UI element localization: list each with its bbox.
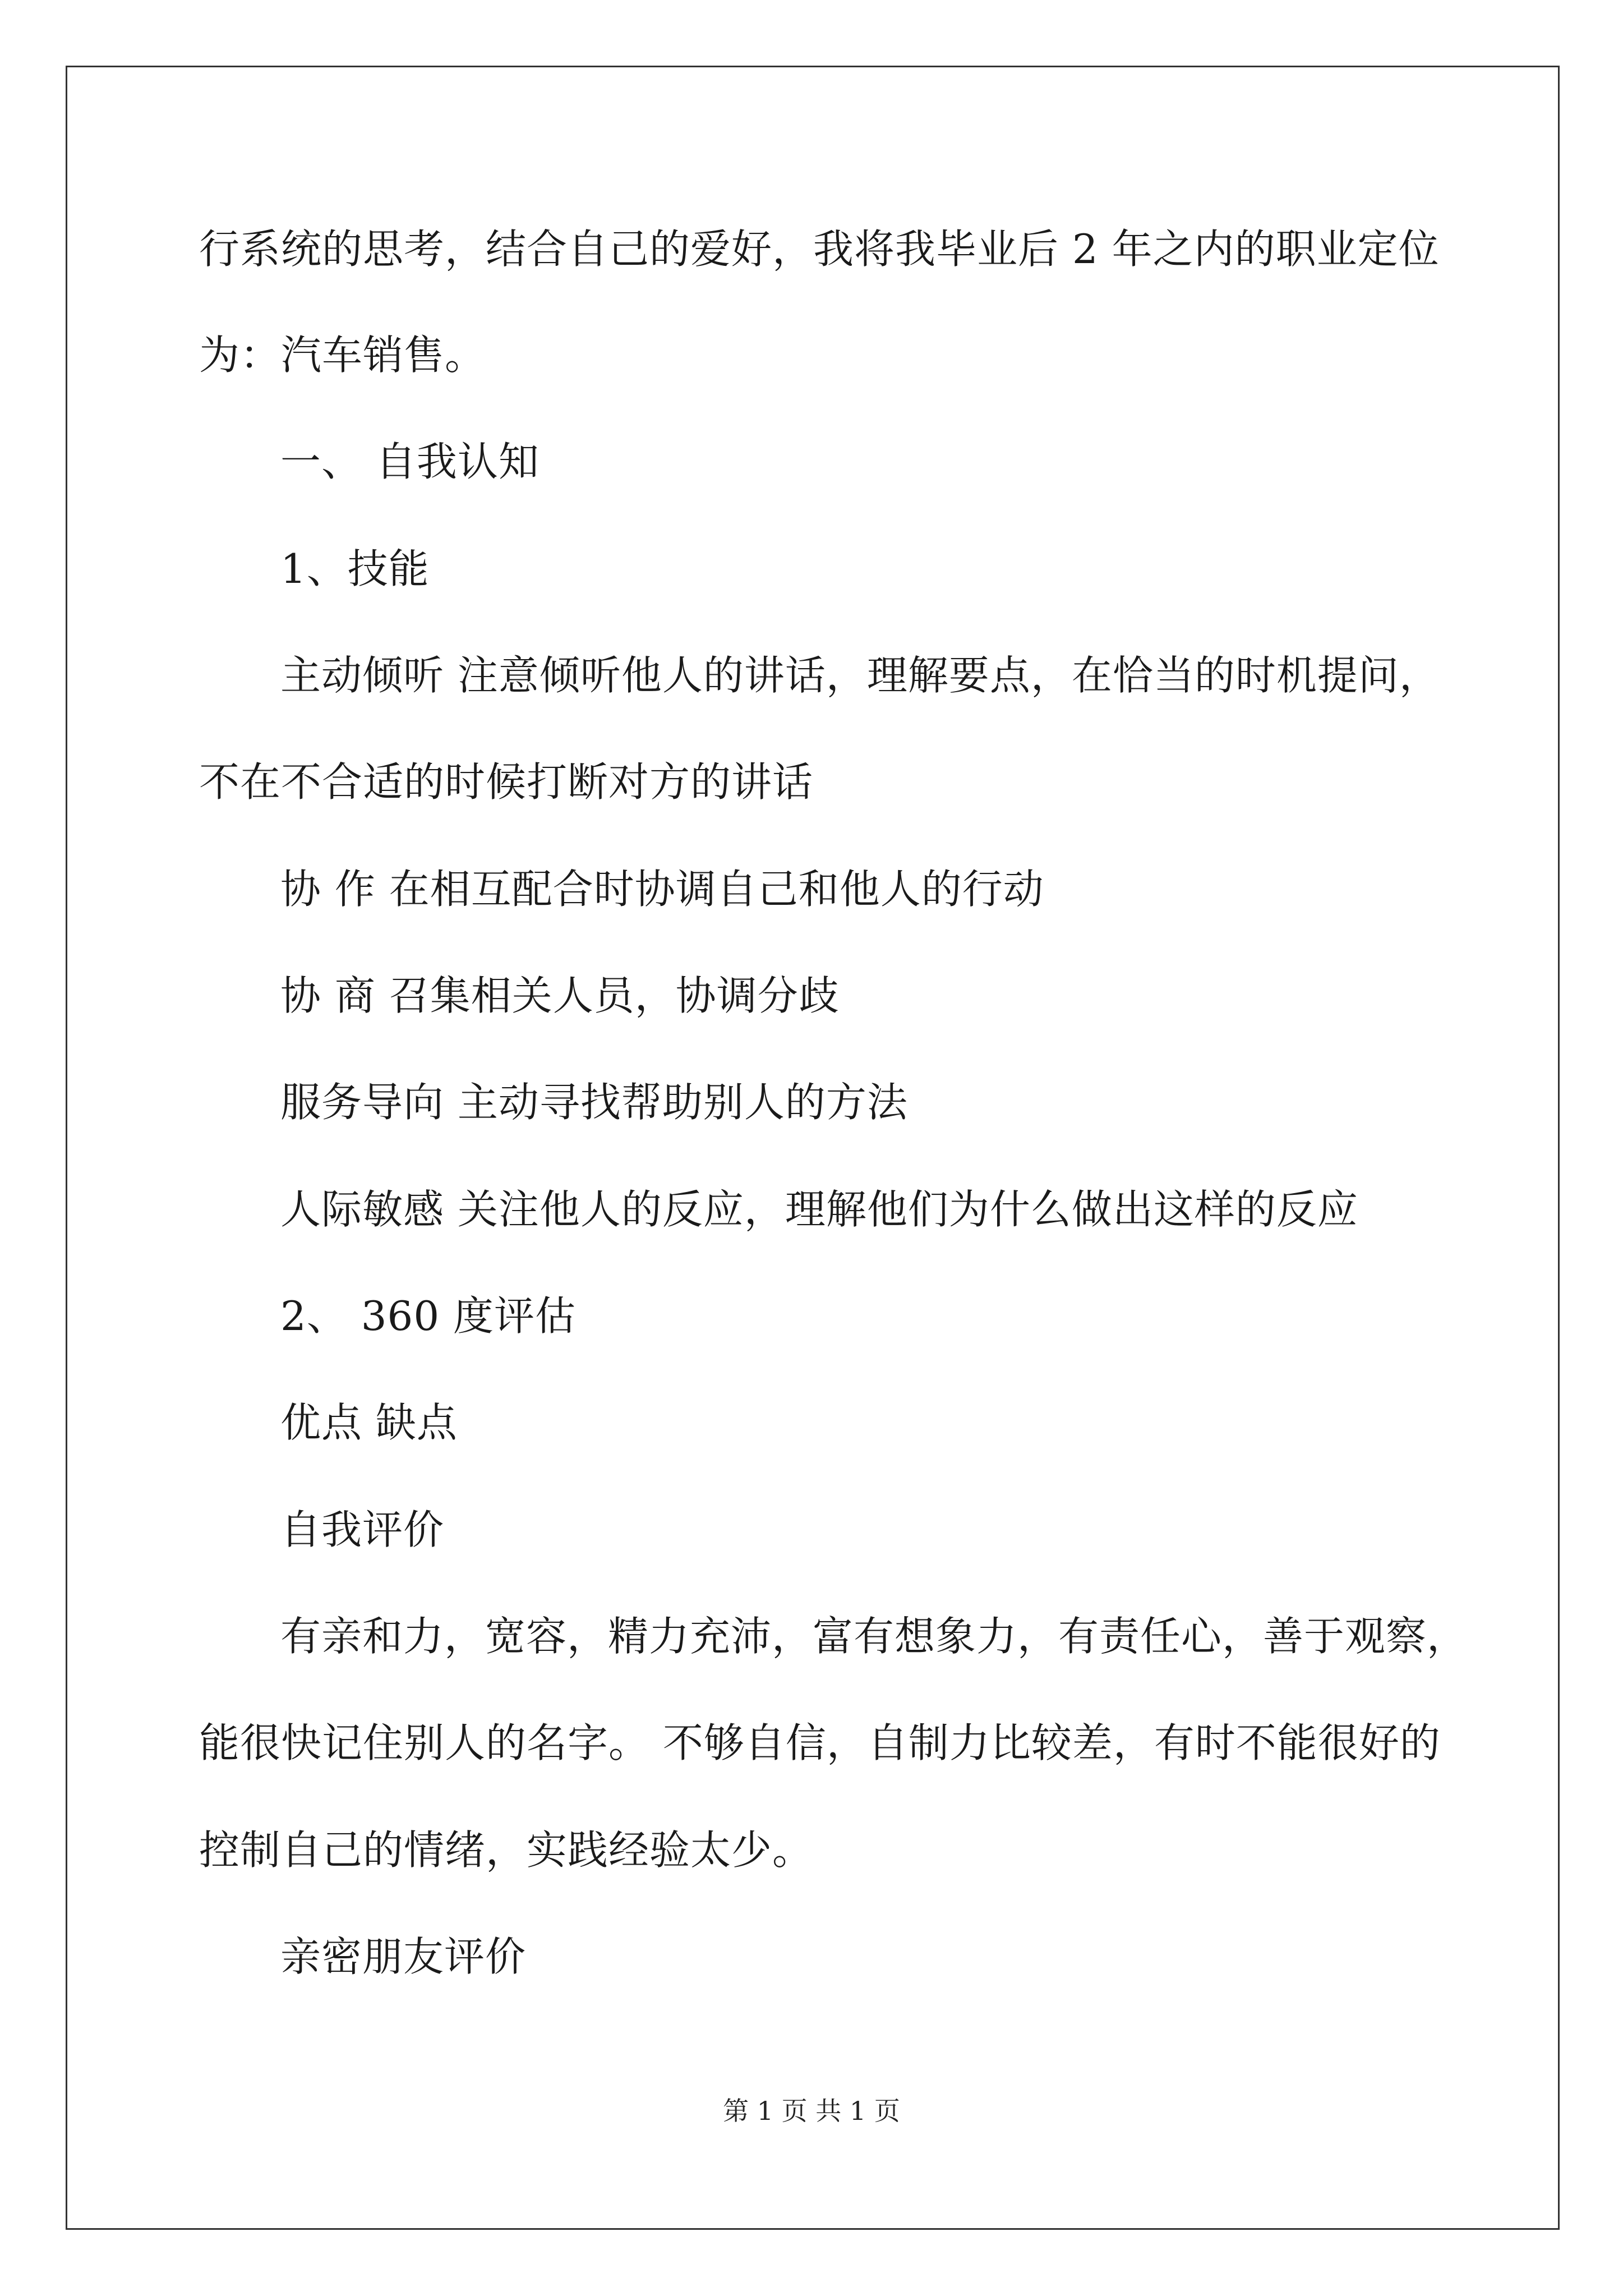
paragraph-line: 自我评价	[280, 1506, 445, 1553]
page-frame	[66, 66, 1560, 2230]
paragraph-line: 协 作 在相互配合时协调自己和他人的行动	[280, 866, 1044, 913]
paragraph-line: 人际敏感 关注他人的反应，理解他们为什么做出这样的反应	[280, 1186, 1358, 1233]
subsection-heading: 1、技能	[280, 545, 430, 592]
paragraph-line: 行系统的思考，结合自己的爱好，我将我毕业后 2 年之内的职业定位	[199, 226, 1440, 273]
paragraph-line: 有亲和力，宽容，精力充沛，富有想象力，有责任心，善于观察，	[280, 1613, 1468, 1660]
paragraph-line: 控制自己的情绪，实践经验太少。	[199, 1826, 814, 1874]
paragraph-line: 不在不合适的时候打断对方的讲话	[199, 758, 814, 806]
page-footer: 第 1 页 共 1 页	[723, 2096, 900, 2126]
paragraph-line: 优点 缺点	[280, 1399, 458, 1446]
paragraph-line: 亲密朋友评价	[280, 1933, 527, 1980]
paragraph-line: 为：汽车销售。	[199, 332, 486, 379]
paragraph-line: 服务导向 主动寻找帮助别人的方法	[280, 1079, 908, 1126]
section-heading: 一、 自我认知	[280, 438, 540, 485]
subsection-heading: 2、 360 度评估	[280, 1292, 577, 1340]
paragraph-line: 能很快记住别人的名字。 不够自信，自制力比较差，有时不能很好的	[199, 1719, 1441, 1766]
paragraph-line: 协 商 召集相关人员，协调分歧	[280, 972, 840, 1019]
paragraph-line: 主动倾听 注意倾听他人的讲话，理解要点，在恰当的时机提问，	[280, 652, 1440, 699]
